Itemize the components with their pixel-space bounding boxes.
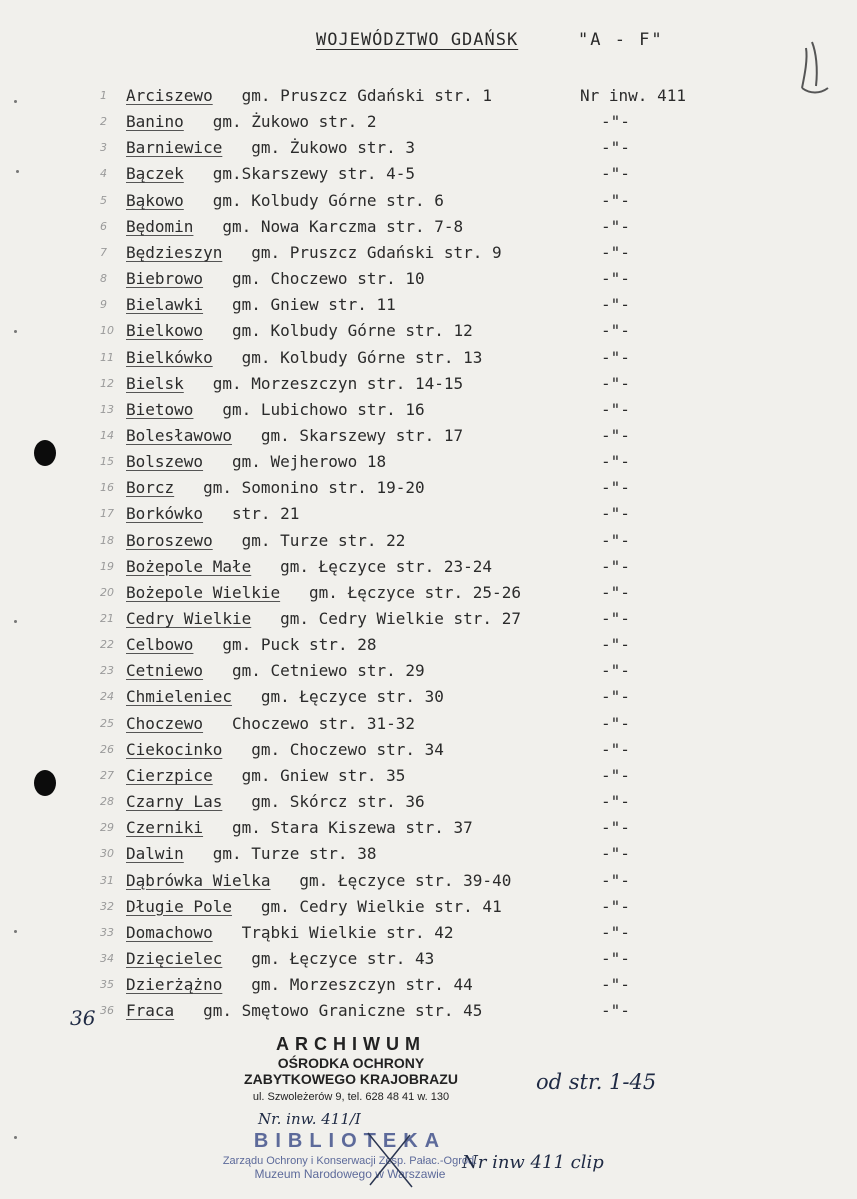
entry-details: gm. Turze str. 38 [212,844,377,864]
entry-number: 14 [100,428,114,442]
ditto-mark: -"- [601,269,630,289]
entry-text [126,923,454,942]
ditto-mark: -"- [601,818,630,838]
entry-text [126,949,434,968]
list-item [0,557,857,583]
place-name: Bolesławowo [126,425,232,445]
handwritten-inventory-note: Nr inw 411 clip [462,1152,604,1173]
entry-details: gm. Choczewo str. 10 [231,269,425,289]
entry-number: 1 [100,89,107,102]
place-name: Choczewo [126,713,204,733]
list-item [0,321,857,347]
ditto-mark: -"- [601,190,630,210]
entry-details: Trąbki Wielkie str. 42 [241,922,454,942]
place-name: Dalwin [126,844,184,864]
entry-details: gm. Lubichowo str. 16 [222,399,425,419]
entry-number: 30 [100,847,114,861]
ditto-mark: -"- [601,739,630,759]
list-item [0,269,857,295]
place-name: Bolszewo [126,452,204,472]
entry-text [126,452,386,471]
ditto-mark: -"- [601,164,630,184]
entry-details: gm. Pruszcz Gdański str. 9 [251,242,502,262]
entry-number: 2 [100,115,107,129]
entry-details: str. 21 [231,504,300,524]
entry-text [126,295,396,314]
page-title: WOJEWÓDZTWO GDAŃSK [316,30,519,50]
entry-number: 19 [100,559,114,573]
entry-number: 35 [100,978,114,992]
entry-text [126,714,415,733]
place-name: Bąkowo [126,190,184,210]
entry-number: 8 [100,272,107,286]
punch-hole [34,770,56,796]
entry-details: gm. Smętowo Graniczne str. 45 [203,1001,483,1021]
entry-number: 10 [100,324,114,338]
ditto-mark: -"- [601,975,630,995]
entry-number: 12 [100,376,114,390]
entry-details: gm. Kolbudy Górne str. 13 [241,347,483,367]
entry-number: 20 [100,585,114,599]
place-name: Barniewice [126,138,223,158]
place-name: Dzierżążno [126,975,223,995]
entry-details: gm. Kolbudy Górne str. 6 [212,190,444,210]
ditto-mark: -"- [601,504,630,524]
entry-text [126,426,463,445]
entry-details: gm. Nowa Karczma str. 7-8 [222,216,464,236]
entry-number: 11 [100,350,114,364]
entry-text [126,348,482,367]
place-name: Bączek [126,164,184,184]
place-name: Bielkówko [126,347,213,367]
list-item [0,426,857,452]
entry-details: gm. Kolbudy Górne str. 12 [231,321,473,341]
ditto-mark: -"- [601,347,630,367]
entry-text [126,478,425,497]
paper-speck [14,620,17,623]
entry-number: 24 [100,690,114,704]
entry-number: 28 [100,795,114,809]
ditto-mark: -"- [601,765,630,785]
entry-details: gm. Łęczyce str. 25-26 [309,582,521,602]
entry-number: 34 [100,951,114,965]
place-name: Fraca [126,1001,175,1021]
ditto-mark: -"- [601,399,630,419]
place-name: Bielawki [126,295,204,315]
entry-details: gm. Turze str. 22 [241,530,406,550]
entry-text [126,557,492,576]
entry-details: gm. Gniew str. 11 [231,295,396,315]
list-item [0,714,857,740]
place-name: Będomin [126,216,194,236]
entry-number: 23 [100,664,114,678]
list-item [0,844,857,870]
entry-details: gm. Cedry Wielkie str. 27 [280,609,521,628]
entry-number: 9 [100,298,107,312]
list-item [0,687,857,713]
ditto-mark: -"- [601,373,630,393]
ditto-mark: -"- [601,635,630,655]
ditto-mark: -"- [601,609,630,628]
place-name: Czerniki [126,818,204,838]
entry-text [126,1001,482,1020]
entry-details: Choczewo str. 31-32 [231,713,415,733]
library-stamp-line: Muzeum Narodowego w Warszawie [254,1167,446,1181]
list-item [0,478,857,504]
entry-number: 32 [100,899,114,913]
handwritten-inventory-note: Nr. inw. 411/I [258,1110,361,1128]
place-name: Bielkowo [126,321,204,341]
entry-details: gm. Skarszewy str. 17 [260,425,464,445]
ditto-mark: -"- [601,713,630,733]
entry-details: gm. Stara Kiszewa str. 37 [231,818,473,838]
entry-number: 36 [100,1004,114,1018]
entry-number: 25 [100,716,114,730]
entry-text [126,740,444,759]
place-name: Borcz [126,478,175,498]
entry-details: gm. Gniew str. 35 [241,765,406,785]
ditto-mark: -"- [601,556,630,576]
list-item [0,766,857,792]
entry-number: 26 [100,742,114,756]
entry-number: 5 [100,193,107,207]
place-name: Dzięcielec [126,948,223,968]
list-item [0,504,857,530]
place-name: Arciszewo [126,86,213,105]
entry-number: 15 [100,455,114,469]
list-item [0,243,857,269]
entry-details: gm. Cedry Wielkie str. 41 [260,896,502,916]
library-stamp-title: BIBLIOTEKA [253,1130,447,1152]
library-stamp [220,1130,480,1181]
list-item [0,609,857,635]
list-item [0,583,857,609]
entry-details: gm. Choczewo str. 34 [251,739,444,759]
archive-stamp-line: OŚRODKA OCHRONY [277,1055,425,1071]
entry-text [126,661,425,680]
entry-number: 7 [100,245,107,259]
list-item [0,191,857,217]
archive-stamp [236,1034,466,1103]
ditto-mark: -"- [601,661,630,681]
list-item [0,635,857,661]
entry-number: 3 [100,141,107,155]
entry-text [126,871,511,890]
place-name: Bietowo [126,399,194,419]
place-name: Czarny Las [126,792,223,812]
entry-text [126,792,425,811]
entry-text [126,531,405,550]
place-name: Ciekocinko [126,739,223,759]
entry-text [126,400,425,419]
punch-hole [34,440,56,466]
entry-number: 4 [100,167,107,181]
handwritten-cross-mark [360,1125,420,1195]
entry-text [126,687,444,706]
archive-stamp-address: ul. Szwoleżerów 9, tel. 628 48 41 w. 130 [252,1091,450,1103]
handwritten-page-range: od str. 1-45 [536,1070,657,1094]
list-item [0,86,857,112]
entry-text [126,818,473,837]
paper-speck [14,930,17,933]
entry-number: 31 [100,873,114,887]
place-name: Bożepole Małe [126,556,252,576]
entry-details: gm. Łęczyce str. 30 [260,687,444,707]
entry-text [126,504,299,523]
entry-text [126,897,502,916]
place-name: Borkówko [126,504,204,524]
entry-text [126,975,473,994]
entry-details: gm. Żukowo str. 2 [212,112,377,132]
library-stamp-line: Zarządu Ochrony i Konserwacji Zesp. Pałac.-Ogrod. [222,1155,478,1167]
ditto-mark: -"- [601,112,630,132]
entry-details: gm. Skórcz str. 36 [251,792,425,812]
entry-text [126,583,521,602]
list-item [0,400,857,426]
place-name: Długie Pole [126,896,232,916]
list-item [0,975,857,1001]
archive-stamp-title: ARCHIWUM [276,1034,426,1054]
list-item [0,661,857,687]
ditto-mark: -"- [601,948,630,968]
entry-text [126,269,425,288]
paper-speck [14,100,17,103]
ditto-mark: -"- [601,295,630,315]
entry-text [126,635,376,654]
list-item [0,295,857,321]
place-name: Cetniewo [126,661,204,681]
ditto-mark: -"- [601,216,630,236]
ditto-mark: -"- [601,844,630,864]
place-name: Cedry Wielkie [126,609,252,628]
entry-text [126,191,444,210]
ditto-mark: -"- [601,582,630,602]
entry-number: 27 [100,768,114,782]
list-item [0,792,857,818]
list-item [0,374,857,400]
entry-details: gm. Wejherowo 18 [231,452,387,472]
ditto-mark: -"- [601,792,630,812]
list-item [0,740,857,766]
entry-number: 22 [100,638,114,652]
entry-number: 6 [100,219,107,233]
list-item [0,217,857,243]
entry-number: 17 [100,507,114,521]
place-name: Dąbrówka Wielka [126,870,271,890]
entry-details: gm. Somonino str. 19-20 [203,478,425,498]
entry-text [126,86,492,105]
entry-text [126,766,405,785]
entry-details: gm. Morzeszczyn str. 14-15 [212,373,464,393]
list-item [0,923,857,949]
letter-range: "A - F" [578,30,664,50]
entry-text [126,164,415,183]
place-name: Będzieszyn [126,242,223,262]
ditto-mark: Nr inw. 411 [580,86,686,105]
paper-speck [14,330,17,333]
ditto-mark: -"- [601,478,630,498]
ditto-mark: -"- [601,687,630,707]
entry-details: gm. Cetniewo str. 29 [231,661,425,681]
entry-text [126,138,415,157]
ditto-mark: -"- [601,138,630,158]
list-item [0,348,857,374]
ditto-mark: -"- [601,896,630,916]
place-name: Banino [126,112,184,132]
place-name: Cierzpice [126,765,213,785]
list-item [0,818,857,844]
ditto-mark: -"- [601,870,630,890]
ditto-mark: -"- [601,425,630,445]
list-item [0,112,857,138]
ditto-mark: -"- [601,452,630,472]
entry-details: gm. Puck str. 28 [222,635,377,655]
paper-speck [14,1136,17,1139]
entry-text [126,844,376,863]
ditto-mark: -"- [601,321,630,341]
entry-text [126,374,463,393]
entry-details: gm. Morzeszczyn str. 44 [251,975,473,995]
ditto-mark: -"- [601,242,630,262]
place-name: Bożepole Wielkie [126,582,281,602]
ditto-mark: -"- [601,922,630,942]
entry-number: 29 [100,821,114,835]
entry-text [126,217,463,236]
list-item [0,138,857,164]
list-item [0,164,857,190]
list-item [0,1001,857,1027]
list-item [0,897,857,923]
margin-handwritten-number: 36 [70,1006,96,1030]
entry-text [126,609,521,628]
list-item [0,531,857,557]
entry-details: gm. Żukowo str. 3 [251,138,415,158]
entry-details: gm. Łęczyce str. 23-24 [280,556,493,576]
entry-number: 13 [100,402,114,416]
place-name: Celbowo [126,635,194,655]
entry-details: gm. Łęczyce str. 43 [251,948,435,968]
place-name: Biebrowo [126,269,204,289]
ditto-mark: -"- [601,530,630,550]
entry-text [126,243,502,262]
archive-stamp-line: ZABYTKOWEGO KRAJOBRAZU [244,1071,458,1087]
entry-number: 16 [100,481,114,495]
list-item [0,949,857,975]
place-name: Bielsk [126,373,184,393]
ditto-mark: -"- [601,1001,630,1021]
list-item [0,871,857,897]
entry-text [126,112,376,131]
entry-details: gm. Łęczyce str. 39-40 [299,870,512,890]
entry-number: 33 [100,925,114,939]
entry-number: 18 [100,533,114,547]
place-name: Boroszewo [126,530,213,550]
paper-speck [16,170,19,173]
entry-details: gm.Skarszewy str. 4-5 [212,164,415,184]
place-name: Chmieleniec [126,687,232,707]
list-item [0,452,857,478]
entry-text [126,321,473,340]
entry-details: gm. Pruszcz Gdański str. 1 [241,86,493,105]
place-name: Domachowo [126,922,213,942]
entry-number: 21 [100,612,114,625]
